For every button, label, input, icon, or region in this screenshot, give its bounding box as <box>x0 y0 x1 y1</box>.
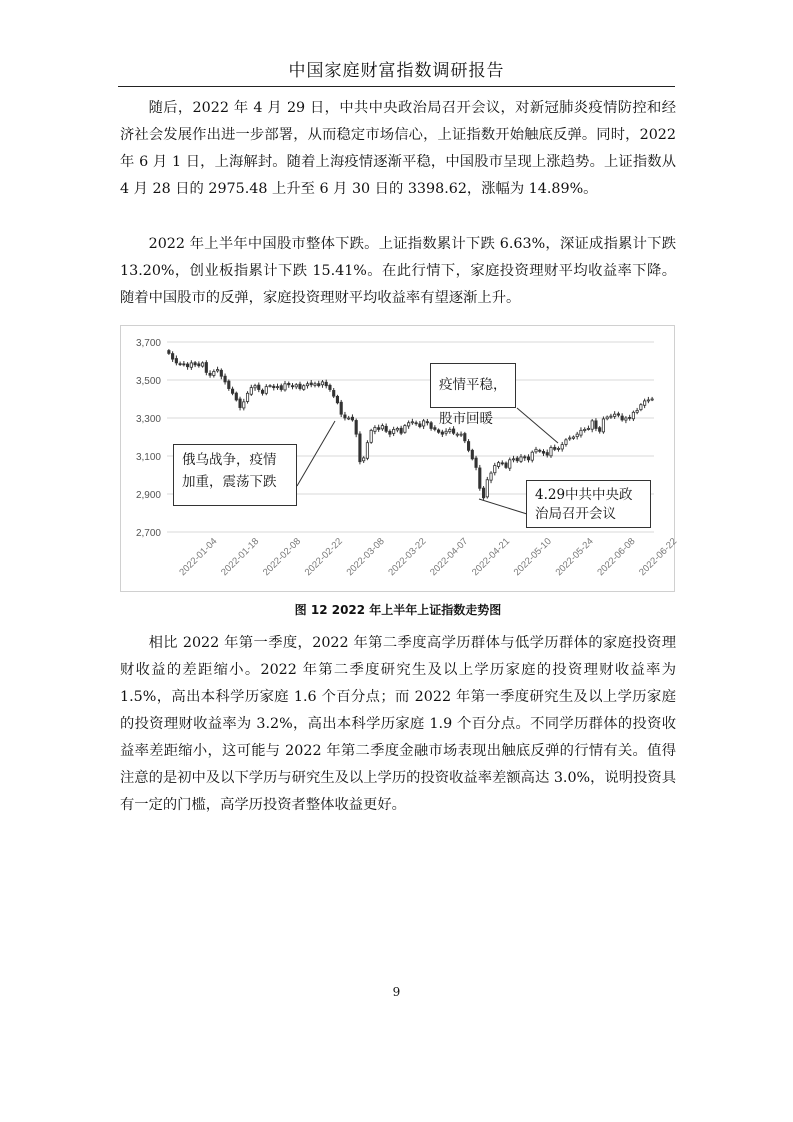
x-tick-label: 2022-04-21 <box>469 535 513 579</box>
candle-body <box>314 384 316 386</box>
candle-body <box>542 451 544 453</box>
candle-body <box>535 449 537 451</box>
candle-body <box>486 480 488 497</box>
candle-body <box>220 370 222 376</box>
candle-body <box>381 426 383 429</box>
candle-body <box>276 387 278 388</box>
annotation-connector-meeting <box>479 499 527 514</box>
x-tick-label: 2022-03-08 <box>344 535 387 579</box>
candle-body <box>254 386 256 388</box>
candle-body <box>636 410 638 412</box>
candle-body <box>190 363 192 367</box>
annotation-recovery: 疫情平稳，股市回暖 <box>430 363 516 408</box>
candle-body <box>355 420 357 434</box>
candle-body <box>569 438 571 439</box>
candle-body <box>415 423 417 424</box>
candle-body <box>561 445 563 449</box>
page-number: 9 <box>392 985 401 999</box>
candle-body <box>291 386 293 387</box>
candle-body <box>411 422 413 423</box>
candle-body <box>404 426 406 433</box>
x-tick-label: 2022-01-18 <box>219 535 262 579</box>
candle-body <box>224 376 226 382</box>
candle-body <box>205 363 207 373</box>
candle-body <box>366 443 368 459</box>
candle-body <box>471 450 473 459</box>
candle-body <box>329 385 331 389</box>
page-header-title: 中国家庭财富指数调研报告 <box>288 61 505 81</box>
candle-body <box>587 428 589 429</box>
candle-body <box>392 429 394 433</box>
candle-body <box>231 389 233 393</box>
candle-body <box>239 399 241 408</box>
body-paragraph-3: 相比 2022 年第一季度，2022 年第二季度高学历群体与低学历群体的家庭投资理财收益的差距缩小。2022 年第二季度研究生及以上学历家庭的投资理财收益率为 1.5%，高出本科学历家庭 1.6 个百分点；而 2022 年第一季度研究生及以上学历家庭的投资理财收益率为 3.2%，高出本科学历家庭 1.9 个百分点。不同学历群体的投资收益率差距缩小，这可能与 2022 年第二季度金融市场表现出触底反弹的行情有关。值得注意的是初中及以下学历与研究生及以上学历的投资收益率差额高达 3.0%，说明投资具有一定的门槛，高学历投资者整体收益更好。 <box>120 635 676 813</box>
x-tick-label: 2022-01-04 <box>177 535 220 579</box>
candle-body <box>400 428 402 433</box>
candle-body <box>321 382 323 385</box>
candle-body <box>359 434 361 462</box>
candle-body <box>467 442 469 451</box>
candle-body <box>201 363 203 366</box>
candle-body <box>632 412 634 418</box>
candle-body <box>344 415 346 418</box>
candle-body <box>318 384 320 386</box>
candle-body <box>520 457 522 461</box>
candle-body <box>179 364 181 365</box>
candle-body <box>539 450 541 451</box>
candle-body <box>348 418 350 419</box>
candle-body <box>602 419 604 432</box>
candle-body <box>175 359 177 363</box>
candle-body <box>576 434 578 436</box>
candle-body <box>628 417 630 418</box>
x-tick-label: 2022-05-24 <box>553 535 596 579</box>
candle-body <box>306 384 308 386</box>
candle-body <box>565 440 567 445</box>
candle-body <box>591 421 593 429</box>
candle-body <box>580 430 582 435</box>
candle-body <box>531 452 533 460</box>
candle-body <box>216 370 218 371</box>
candle-body <box>250 388 252 395</box>
candle-body <box>595 421 597 429</box>
annotation-meeting: 4.29中共中央政治局召开会议 <box>526 480 651 528</box>
candle-body <box>606 417 608 419</box>
candle-body <box>396 428 398 430</box>
candle-body <box>198 364 200 366</box>
candle-body <box>610 416 612 417</box>
candle-body <box>550 447 552 455</box>
candle-body <box>336 396 338 402</box>
candle-body <box>494 466 496 473</box>
candle-body <box>246 393 248 401</box>
candle-body <box>640 405 642 410</box>
candle-body <box>546 453 548 455</box>
y-tick-label: 2,700 <box>135 528 161 539</box>
candle-body <box>490 473 492 480</box>
candle-body <box>524 457 526 458</box>
y-tick-label: 3,300 <box>135 414 161 425</box>
candle-body <box>258 385 260 389</box>
candle-body <box>434 428 436 430</box>
figure-caption: 图 12 2022 年上半年上证指数走势图 <box>294 603 502 617</box>
candle-body <box>426 422 428 423</box>
annotation-connector-war <box>297 421 335 486</box>
candle-body <box>516 458 518 461</box>
candle-body <box>288 383 290 384</box>
candle-body <box>171 354 173 360</box>
x-tick-label: 2022-03-22 <box>386 535 429 579</box>
y-tick-label: 3,500 <box>135 376 161 387</box>
header-rule <box>118 86 675 87</box>
candle-body <box>280 386 282 390</box>
candle-body <box>479 468 481 488</box>
candle-body <box>377 428 379 430</box>
candle-body <box>557 448 559 449</box>
candle-body <box>584 429 586 430</box>
x-tick-label: 2022-06-22 <box>637 535 680 579</box>
candle-body <box>625 418 627 420</box>
candle-body <box>340 402 342 414</box>
candle-body <box>647 400 649 401</box>
candle-body <box>482 488 484 498</box>
candle-body <box>183 364 185 365</box>
candle-body <box>614 414 616 416</box>
x-tick-label: 2022-06-08 <box>595 535 638 579</box>
candle-body <box>325 382 327 385</box>
candle-body <box>389 431 391 434</box>
candle-body <box>269 386 271 387</box>
candle-body <box>363 458 365 461</box>
candle-body <box>505 463 507 467</box>
candle-body <box>303 386 305 390</box>
x-tick-label: 2022-02-22 <box>302 535 345 579</box>
x-tick-label: 2022-05-10 <box>511 535 554 579</box>
x-tick-label: 2022-02-08 <box>260 535 304 579</box>
candle-body <box>333 390 335 396</box>
candle-body <box>351 417 353 420</box>
candle-body <box>295 385 297 387</box>
y-tick-label: 3,700 <box>135 338 161 349</box>
candle-body <box>527 457 529 460</box>
y-tick-label: 2,900 <box>135 490 161 501</box>
candle-body <box>168 351 170 354</box>
annotation-connector-recovery <box>517 408 558 443</box>
body-paragraph-1: 随后，2022 年 4 月 29 日，中共中央政治局召开会议，对新冠肺炎疫情防控和经济社会发展作出进一步部署，从而稳定市场信心，上证指数开始触底反弹。同时，2022 年 6 月 1 日，上海解封。随着上海疫情逐渐平稳，中国股市呈现上涨趋势。上证指数从 4 月 28 日的 2975.48 上升至 6 月 30 日的 3398.62，涨幅为 14.89%。 <box>120 100 676 197</box>
candle-body <box>407 423 409 426</box>
candle-body <box>497 463 499 467</box>
candle-body <box>209 373 211 375</box>
candle-body <box>599 428 601 432</box>
candle-body <box>512 459 514 460</box>
candle-body <box>430 423 432 429</box>
candle-body <box>261 390 263 393</box>
candle-body <box>617 414 619 415</box>
candle-body <box>419 424 421 427</box>
y-tick-label: 3,100 <box>135 452 161 463</box>
x-tick-label: 2022-04-07 <box>428 535 471 579</box>
candle-body <box>194 363 196 365</box>
candle-body <box>651 399 653 400</box>
candle-body <box>554 447 556 449</box>
candle-body <box>374 428 376 432</box>
candle-body <box>284 384 286 390</box>
candle-body <box>235 393 237 400</box>
candle-body <box>299 384 301 388</box>
candle-body <box>243 402 245 408</box>
candle-body <box>370 430 372 442</box>
annotation-war: 俄乌战争，疫情加重，震荡下跌 <box>173 444 297 506</box>
candle-body <box>213 371 215 375</box>
candle-body <box>509 460 511 468</box>
candle-body <box>228 381 230 388</box>
candle-body <box>422 421 424 426</box>
candle-body <box>265 387 267 394</box>
candle-body <box>273 386 275 387</box>
candle-body <box>186 364 188 367</box>
candle-body <box>621 416 623 420</box>
candle-body <box>572 437 574 438</box>
candle-body <box>501 463 503 464</box>
candle-body <box>475 458 477 467</box>
candle-body <box>385 426 387 431</box>
candle-body <box>643 401 645 405</box>
body-paragraph-2: 2022 年上半年中国股市整体下跌。上证指数累计下跌 6.63%，深证成指累计下跌 13.20%，创业板指累计下跌 15.41%。在此行情下，家庭投资理财平均收益率下降。随着中国股市的反弹，家庭投资理财平均收益率有望逐渐上升。 <box>120 236 676 306</box>
candle-body <box>310 383 312 385</box>
